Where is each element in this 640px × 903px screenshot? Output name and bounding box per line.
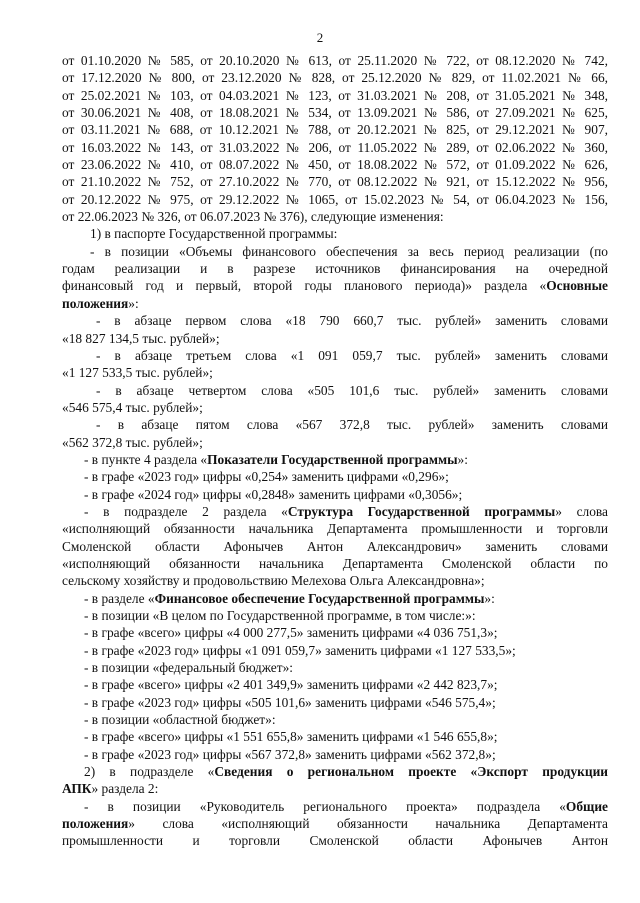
text-line (62, 295, 608, 312)
text-line: промышленности и торговли Смоленской области Афонычев Антон (62, 833, 608, 849)
text-line (62, 815, 608, 832)
text-line (62, 780, 608, 797)
section-name: Сведения о региональном проекте «Экспорт продукции (214, 764, 608, 780)
text-line: Смоленской области Афонычев Антон Александрович» заменить словами (62, 538, 608, 554)
text-line: - в графе «всего» цифры «4 000 277,5» заменить цифрами «4 036 751,3»; (84, 625, 498, 641)
text-line: «исполняющий обязанности начальника Департамента Смоленской области по (62, 555, 608, 571)
text-line: от 21.10.2022 № 752, от 27.10.2022 № 770, от 08.12.2022 № 921, от 15.12.2022 № 956, (62, 174, 608, 190)
item-1: 1) в паспорте Государственной программы: (90, 226, 338, 242)
text-line: - в графе «2023 год» цифры «1 091 059,7» заменить цифрами «1 127 533,5»; (84, 642, 516, 658)
text-line: - в графе «2023 год» цифры «567 372,8» заменить цифрами «562 372,8»; (84, 746, 496, 762)
text-fragment: »: (484, 590, 495, 606)
text-line: - в абзаце первом слова «18 790 660,7 тыс. рублей» заменить словами (96, 313, 608, 329)
text-line: от 17.12.2020 № 800, от 23.12.2020 № 828, от 25.12.2020 № 829, от 11.02.2021 № 66, (62, 70, 608, 86)
section-name: Основные (546, 278, 608, 294)
text-line: сельскому хозяйству и продовольствию Мелехова Ольга Александровна»; (62, 573, 485, 589)
section-name: Показатели Государственной программы (207, 451, 458, 467)
text-line: - в графе «2023 год» цифры «0,254» заменить цифрами «0,296»; (84, 469, 449, 485)
text-line: - в позиции «федеральный бюджет»: (84, 660, 293, 676)
text-line: «исполняющий обязанности начальника Департамента промышленности и торговли (62, 521, 608, 537)
text-line: - в графе «2024 год» цифры «0,2848» заменить цифрами «0,3056»; (84, 486, 463, 502)
text-line: от 30.06.2021 № 408, от 18.08.2021 № 534, от 13.09.2021 № 586, от 27.09.2021 № 625, (62, 105, 608, 121)
text-line (62, 451, 608, 468)
page-number: 2 (316, 30, 324, 45)
text-line: от 01.10.2020 № 585, от 20.10.2020 № 613, от 25.11.2020 № 722, от 08.12.2020 № 742, (62, 53, 608, 68)
text-line: - в позиции «областной бюджет»: (84, 712, 276, 728)
text-fragment: - в подразделе 2 раздела « (84, 503, 288, 519)
text-line: «1 127 533,5 тыс. рублей»; (62, 365, 213, 381)
text-line: «18 827 134,5 тыс. рублей»; (62, 330, 220, 346)
text-line: от 25.02.2021 № 103, от 04.03.2021 № 123, от 31.03.2021 № 208, от 31.05.2021 № 348, (62, 87, 608, 103)
text-line: - в позиции «Объемы финансового обеспечения за весь период реализации (по (90, 243, 608, 259)
text-line (62, 503, 608, 520)
text-line: «546 575,4 тыс. рублей»; (62, 399, 203, 415)
text-fragment: »: (128, 295, 139, 311)
section-name: Структура Государственной программы (287, 503, 556, 519)
text-line: «562 372,8 тыс. рублей»; (62, 434, 203, 450)
text-line: - в позиции «В целом по Государственной программе, в том числе:»: (84, 608, 476, 623)
text-line: - в графе «всего» цифры «1 551 655,8» заменить цифрами «1 546 655,8»; (84, 729, 498, 745)
section-name: Общие (565, 798, 608, 814)
text-line: - в абзаце третьем слова «1 091 059,7 тыс. рублей» заменить словами (96, 347, 608, 363)
text-line: - в графе «всего» цифры «2 401 349,9» заменить цифрами «2 442 823,7»; (84, 677, 498, 693)
text-line: - в графе «2023 год» цифры «505 101,6» заменить цифрами «546 575,4»; (84, 694, 496, 710)
text-fragment: » слова (555, 503, 608, 519)
text-fragment: - в позиции «Руководитель регионального проекта» подраздела « (84, 798, 566, 814)
text-fragment: 2) в подразделе « (84, 764, 215, 780)
text-line: от 20.12.2022 № 975, от 29.12.2022 № 1065, от 15.02.2023 № 54, от 06.04.2023 № 156, (62, 191, 608, 207)
section-name: положения (62, 295, 129, 311)
text-line (62, 590, 608, 607)
section-name: Финансовое обеспечение Государственной программы (154, 590, 485, 606)
text-line: от 16.03.2022 № 143, от 31.03.2022 № 206, от 11.05.2022 № 289, от 02.06.2022 № 360, (62, 139, 608, 155)
text-line: - в абзаце четвертом слова «505 101,6 тыс. рублей» заменить словами (96, 382, 608, 398)
text-line (62, 798, 608, 815)
text-line: от 03.11.2021 № 688, от 10.12.2021 № 788, от 20.12.2021 № 825, от 29.12.2021 № 907, (62, 122, 608, 138)
document-body (62, 52, 608, 850)
text-fragment: - в разделе « (84, 590, 155, 606)
item-2 (62, 763, 608, 780)
text-fragment: »: (457, 451, 468, 467)
section-name: АПК (62, 781, 92, 797)
text-fragment: » раздела 2: (91, 781, 159, 797)
text-line (62, 277, 608, 294)
text-line: от 22.06.2023 № 326, от 06.07.2023 № 376), следующие изменения: (62, 209, 444, 225)
text-fragment: - в пункте 4 раздела « (84, 451, 208, 467)
text-line: от 23.06.2022 № 410, от 08.07.2022 № 450, от 18.08.2022 № 572, от 01.09.2022 № 626, (62, 157, 608, 173)
text-line: - в абзаце пятом слова «567 372,8 тыс. рублей» заменить словами (96, 417, 608, 433)
text-fragment: финансовый год и первый, второй годы планового периода)» раздела « (62, 278, 547, 294)
text-line: годам реализации и в разрезе источников финансирования на очередной (62, 261, 608, 277)
section-name: положения (62, 816, 129, 832)
text-fragment: » слова «исполняющий обязанности начальника Департамента (128, 816, 608, 832)
